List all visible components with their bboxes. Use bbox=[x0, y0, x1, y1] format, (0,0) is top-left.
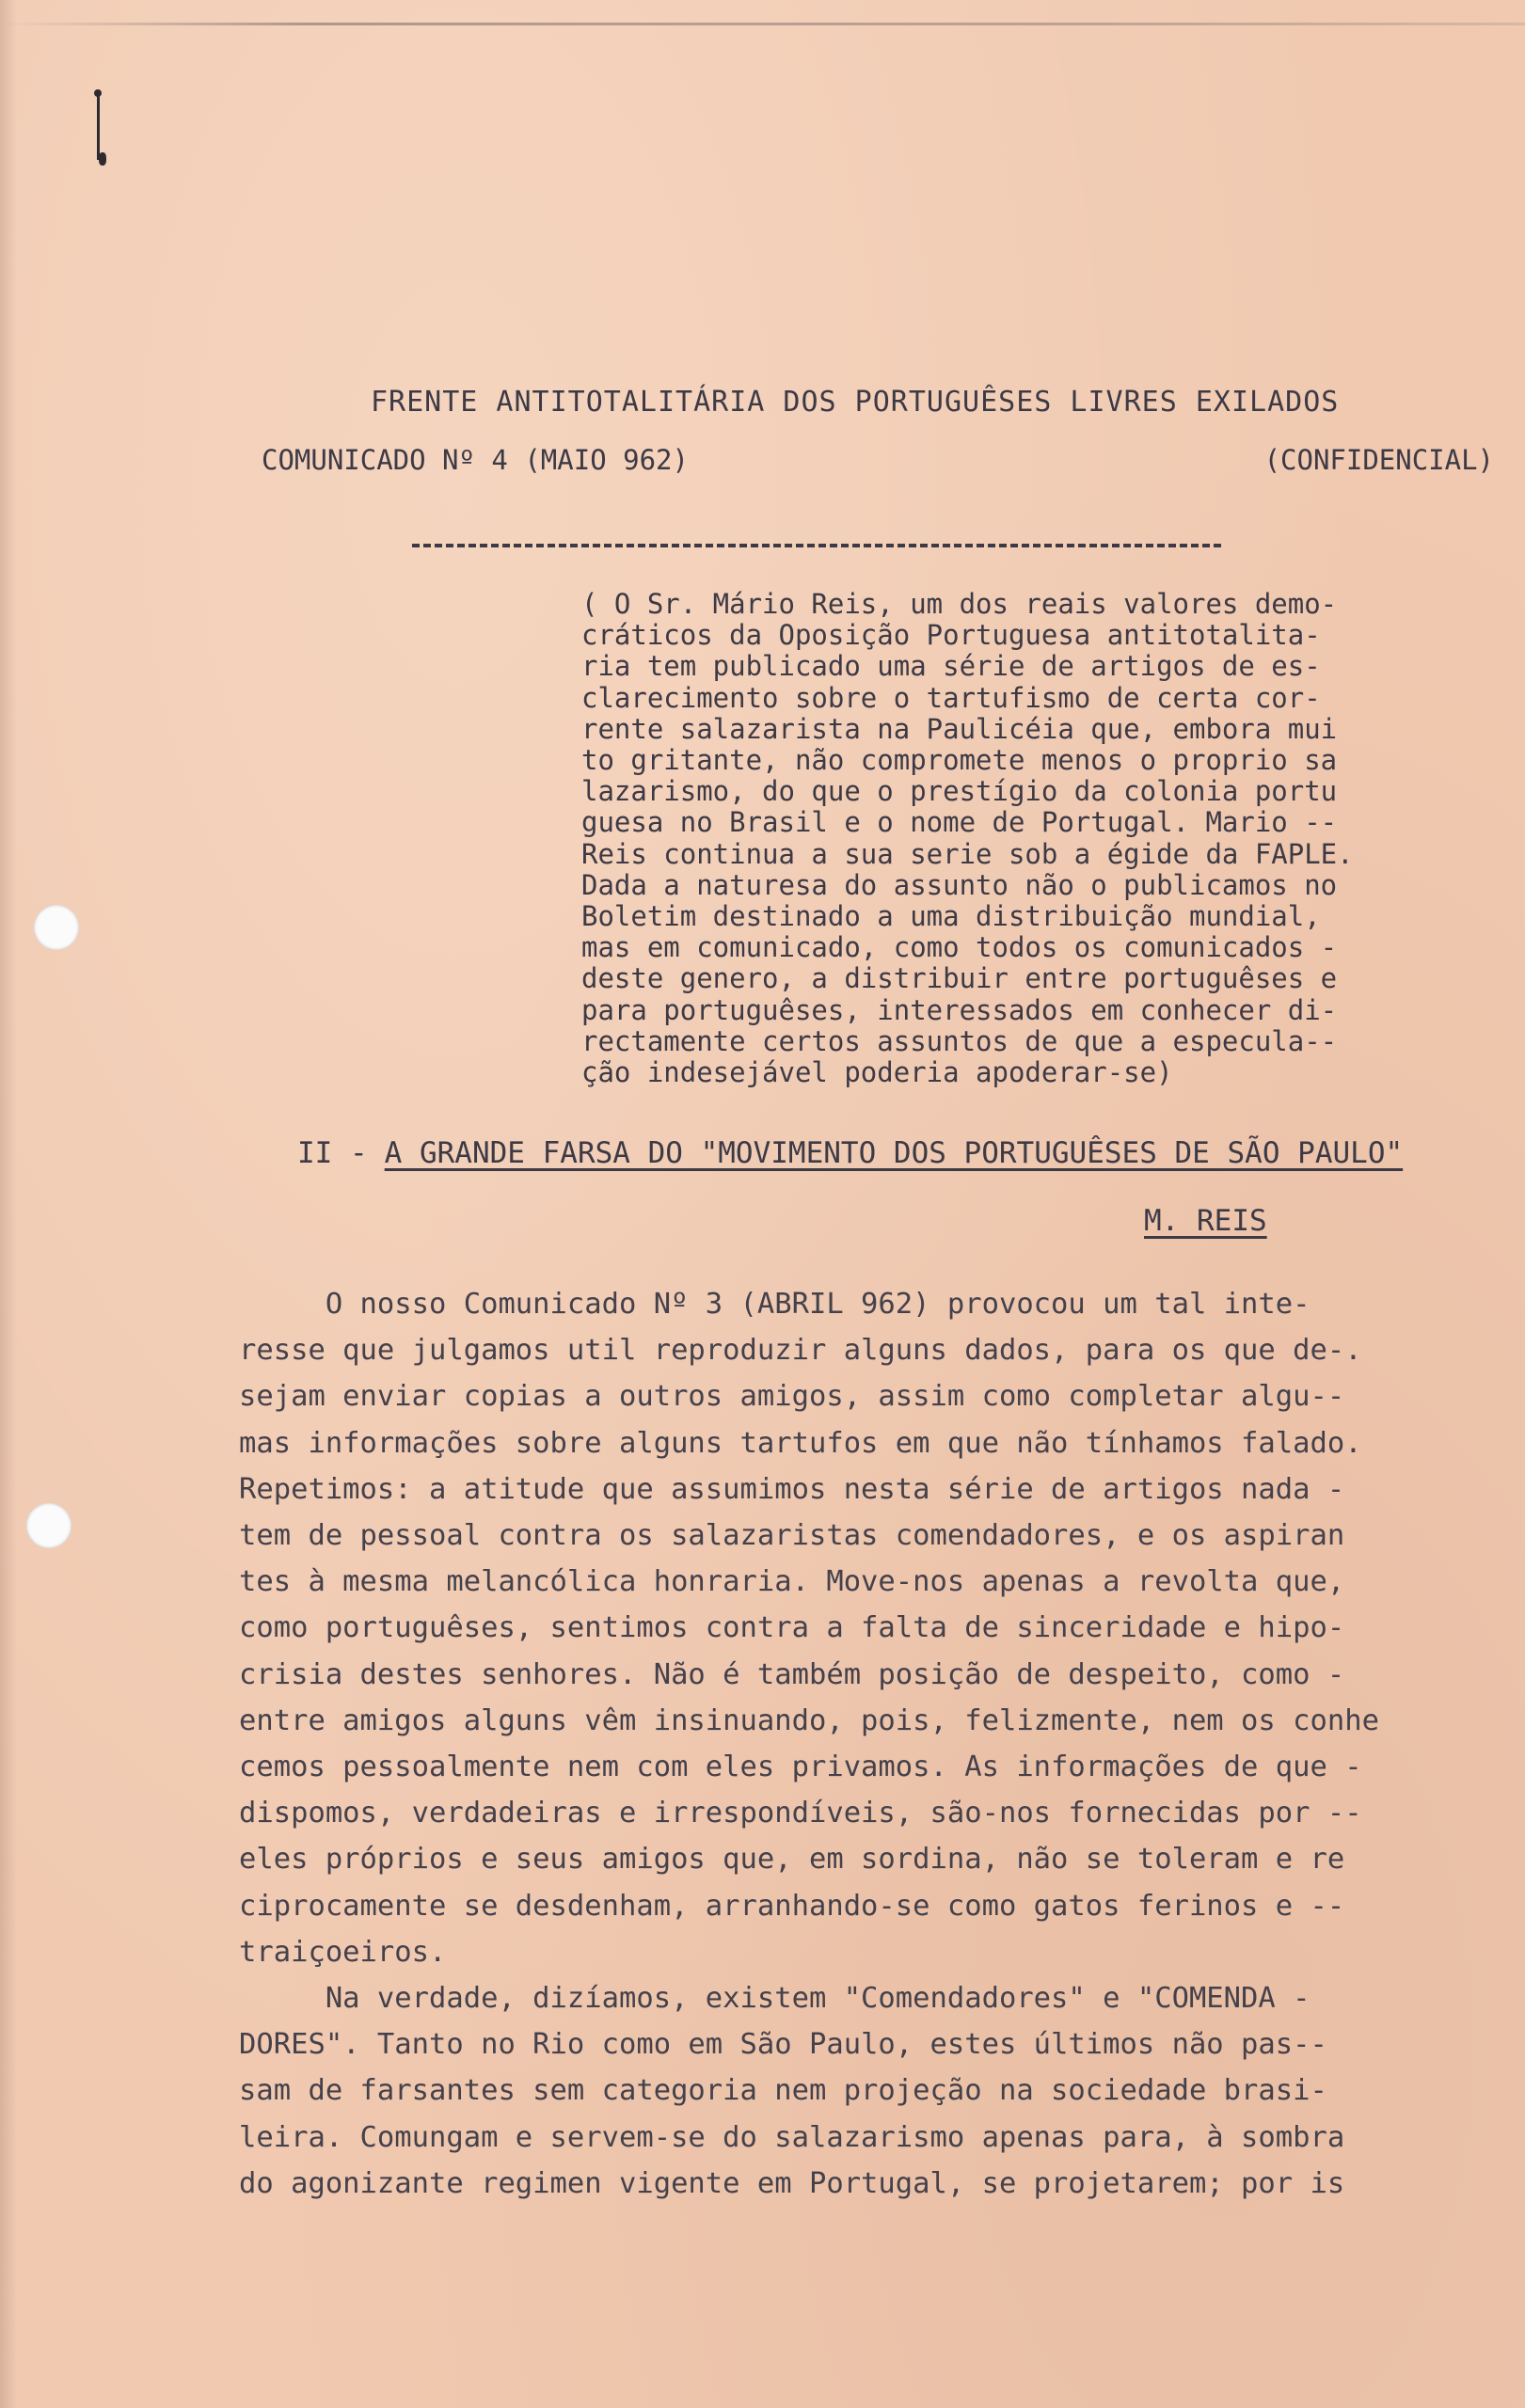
body-line: Na verdade, dizíamos, existem "Comendadores" e "COMENDA - bbox=[239, 1982, 1311, 2016]
body-line: tes à mesma melancólica honraria. Move-nos apenas a revolta que, bbox=[239, 1565, 1345, 1599]
body-paragraphs bbox=[239, 1281, 1490, 2207]
section-heading bbox=[297, 1136, 1473, 1170]
body-line: leira. Comungam e servem-se do salazarismo apenas para, à sombra bbox=[239, 2120, 1345, 2154]
intro-line: ( O Sr. Mário Reis, um dos reais valores demo- bbox=[581, 588, 1338, 620]
intro-line: mas em comunicado, como todos os comunicados - bbox=[581, 931, 1338, 964]
intro-line: Boletim destinado a uma distribuição mundial, bbox=[581, 900, 1321, 933]
body-line: eles próprios e seus amigos que, em sordina, não se toleram e re bbox=[239, 1843, 1345, 1877]
body-line: cemos pessoalmente nem com eles privamos. As informações de que - bbox=[239, 1751, 1362, 1784]
body-line: DORES". Tanto no Rio como em São Paulo, estes últimos não pas-- bbox=[239, 2028, 1327, 2062]
section-title: A GRANDE FARSA DO "MOVIMENTO DOS PORTUGUÊSES DE SÃO PAULO" bbox=[384, 1136, 1404, 1170]
dashed-separator bbox=[412, 544, 1221, 547]
body-line: do agonizante regimen vigente em Portugal, se projetarem; por is bbox=[239, 2166, 1345, 2200]
ink-mark bbox=[97, 94, 100, 160]
author-signature: M. REIS bbox=[1144, 1204, 1267, 1238]
body-line: resse que julgamos util reproduzir alguns dados, para os que de-. bbox=[239, 1334, 1362, 1368]
intro-line: ria tem publicado uma série de artigos de es- bbox=[581, 650, 1321, 683]
body-line: dispomos, verdadeiras e irrespondíveis, são-nos fornecidas por -- bbox=[239, 1797, 1362, 1830]
intro-paragraph bbox=[581, 589, 1456, 1088]
body-line: como portuguêses, sentimos contra a falta de sinceridade e hipo- bbox=[239, 1611, 1345, 1645]
ink-mark bbox=[99, 152, 106, 166]
intro-line: to gritante, não compromete menos o proprio sa bbox=[581, 744, 1338, 777]
section-number: II - bbox=[297, 1136, 368, 1170]
body-line: sam de farsantes sem categoria nem projeção na sociedade brasi- bbox=[239, 2074, 1327, 2108]
memo-id: COMUNICADO Nº 4 (MAIO 962) bbox=[262, 444, 689, 476]
intro-line: rectamente certos assuntos de que a especula-- bbox=[581, 1024, 1338, 1057]
intro-line: Reis continua a sua serie sob a égide da FAPLE. bbox=[581, 837, 1354, 870]
intro-line: deste genero, a distribuir entre portuguêses e bbox=[581, 962, 1338, 995]
intro-line: lazarismo, do que o prestígio da colonia portu bbox=[581, 775, 1338, 808]
body-line: sejam enviar copias a outros amigos, assim como completar algu-- bbox=[239, 1380, 1345, 1414]
body-line: Repetimos: a atitude que assumimos nesta série de artigos nada - bbox=[239, 1472, 1345, 1506]
intro-line: Dada a naturesa do assunto não o publicamos no bbox=[581, 868, 1338, 901]
organization-title: FRENTE ANTITOTALITÁRIA DOS PORTUGUÊSES LIVRES EXILADOS bbox=[371, 386, 1340, 419]
body-line: ciprocamente se desdenham, arranhando-se como gatos ferinos e -- bbox=[239, 1889, 1345, 1923]
classification-label: (CONFIDENCIAL) bbox=[1263, 444, 1494, 476]
ink-mark bbox=[94, 89, 102, 97]
body-line: mas informações sobre alguns tartufos em que não tínhamos falado. bbox=[239, 1426, 1362, 1460]
punch-hole bbox=[26, 1503, 71, 1548]
intro-line: guesa no Brasil e o nome de Portugal. Mario -- bbox=[581, 806, 1338, 839]
intro-line: rente salazarista na Paulicéia que, embora mui bbox=[581, 712, 1338, 745]
body-line: traiçoeiros. bbox=[239, 1935, 447, 1969]
paper-left-edge bbox=[0, 0, 17, 2408]
intro-line: cráticos da Oposição Portuguesa antitotalita- bbox=[581, 619, 1321, 652]
intro-line: clarecimento sobre o tartufismo de certa cor- bbox=[581, 681, 1321, 714]
body-line: O nosso Comunicado Nº 3 (ABRIL 962) provocou um tal inte- bbox=[239, 1288, 1311, 1321]
body-line: crisia destes senhores. Não é também posição de despeito, como - bbox=[239, 1657, 1345, 1691]
memo-header-line bbox=[262, 444, 1494, 482]
top-ruled-line bbox=[0, 23, 1525, 25]
body-line: entre amigos alguns vêm insinuando, pois, felizmente, nem os conhe bbox=[239, 1703, 1379, 1737]
intro-line: ção indesejável poderia apoderar-se) bbox=[581, 1056, 1173, 1089]
body-line: tem de pessoal contra os salazaristas comendadores, e os aspiran bbox=[239, 1519, 1345, 1553]
punch-hole bbox=[34, 905, 79, 950]
intro-line: para portuguêses, interessados em conhecer di- bbox=[581, 993, 1338, 1026]
